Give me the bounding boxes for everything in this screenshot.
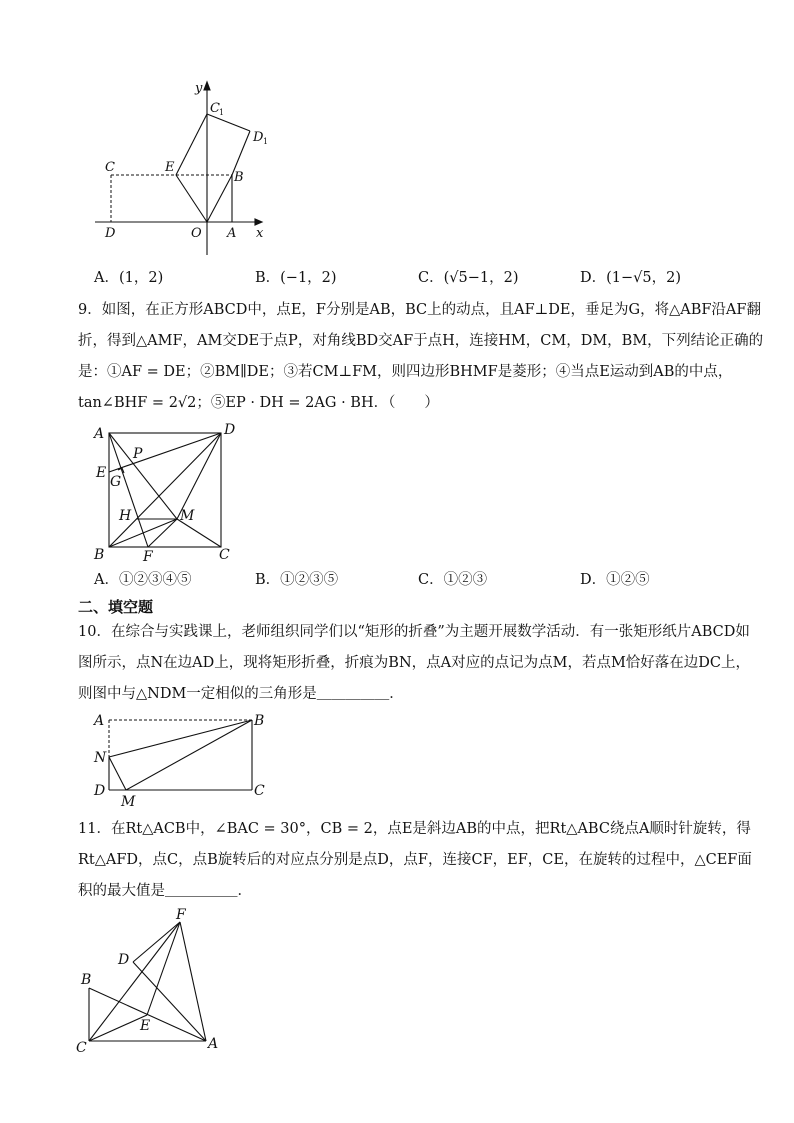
q9-label-B: B	[94, 547, 105, 563]
label-x: x	[256, 226, 264, 241]
q9-option-d[interactable]: D．①②⑤	[580, 572, 650, 588]
q8-option-d[interactable]: D．(1−√5，2)	[580, 270, 682, 286]
q11-label-C: C	[76, 1040, 87, 1055]
q9-label-A: A	[94, 426, 105, 442]
label-E: E	[165, 160, 175, 175]
label-D1: D	[253, 130, 264, 145]
label-D: D	[105, 226, 116, 241]
q11-text-line2: Rt△AFD，点C，点B旋转后的对应点分别是点D，点F，连接CF，EF，CE，在旋转的过程中，△CEF面	[78, 852, 752, 868]
label-C: C	[105, 160, 115, 175]
figure-q9	[90, 420, 245, 570]
label-D1-sub: 1	[263, 137, 269, 146]
q11-label-E: E	[140, 1018, 151, 1034]
q11-label-A: A	[208, 1036, 219, 1052]
q9-option-a[interactable]: A．①②③④⑤	[94, 572, 192, 588]
q11-label-F: F	[176, 907, 186, 923]
q8-option-c[interactable]: C．(√5−1，2)	[418, 270, 519, 286]
q9-label-G: G	[110, 474, 122, 490]
q10-text-line1: 10．在综合与实践课上，老师组织同学们以“矩形的折叠”为主题开展数学活动．有一张矩形纸片ABCD如	[78, 624, 750, 640]
x-axis-arrow	[255, 219, 262, 225]
q8-option-b[interactable]: B．(−1，2)	[255, 270, 337, 286]
label-C1: C	[210, 101, 220, 116]
q10-label-N: N	[94, 750, 107, 766]
q9-label-P: P	[133, 446, 143, 462]
y-axis-arrow	[204, 82, 210, 90]
q9-label-C: C	[219, 547, 230, 563]
label-B: B	[234, 170, 244, 185]
q9-option-b[interactable]: B．①②③⑤	[255, 572, 339, 588]
q9-text-line2: 折，得到△AMF，AM交DE于点P，对角线BD交AF于点H，连接HM，CM，DM，BM，下列结论正确的	[78, 333, 764, 349]
q9-option-c[interactable]: C．①②③	[418, 572, 488, 588]
q10-label-C: C	[254, 783, 265, 799]
q9-text-line1: 9．如图，在正方形ABCD中，点E，F分别是AB，BC上的动点，且AF⊥DE，垂足为G，将△ABF沿AF翻	[78, 302, 761, 318]
q11-text-line1: 11．在Rt△ACB中，∠BAC = 30°，CB = 2，点E是斜边AB的中点，把Rt△ABC绕点A顺时针旋转，得	[78, 821, 751, 837]
label-C1-sub: 1	[219, 108, 225, 117]
q11-label-B: B	[81, 972, 92, 988]
q9-label-D: D	[224, 422, 236, 438]
label-O: O	[191, 226, 202, 241]
label-A: A	[227, 226, 237, 241]
q9-label-F: F	[143, 549, 153, 565]
q10-label-M: M	[121, 794, 136, 810]
q10-label-B: B	[254, 713, 265, 729]
figure-q11	[70, 905, 230, 1055]
q9-label-E: E	[96, 465, 107, 481]
q10-text-line3: 则图中与△NDM一定相似的三角形是＿＿＿＿＿．	[78, 686, 404, 702]
q10-label-A: A	[94, 713, 105, 729]
section-heading: 二、填空题	[78, 598, 154, 616]
q10-label-D: D	[94, 783, 106, 799]
q9-label-H: H	[119, 508, 132, 524]
q9-text-line3: 是：①AF = DE；②BM∥DE；③若CM⊥FM，则四边形BHMF是菱形；④当点E运动到AB的中点，	[78, 364, 733, 380]
figure-q10	[88, 708, 278, 810]
q10-text-line2: 图所示，点N在边AD上，现将矩形折叠，折痕为BN，点A对应的点记为点M，若点M恰好落在边DC上，	[78, 655, 751, 671]
label-y: y	[195, 81, 203, 96]
q11-text-line3: 积的最大值是＿＿＿＿＿．	[78, 883, 252, 899]
q8-option-a[interactable]: A．(1，2)	[94, 270, 164, 286]
q9-label-M: M	[180, 508, 195, 524]
figure-q8	[80, 75, 280, 260]
q11-label-D: D	[118, 952, 130, 968]
q9-text-line4: tan∠BHF = 2√2；⑤EP · DH = 2AG · BH．（ ）	[78, 395, 439, 411]
